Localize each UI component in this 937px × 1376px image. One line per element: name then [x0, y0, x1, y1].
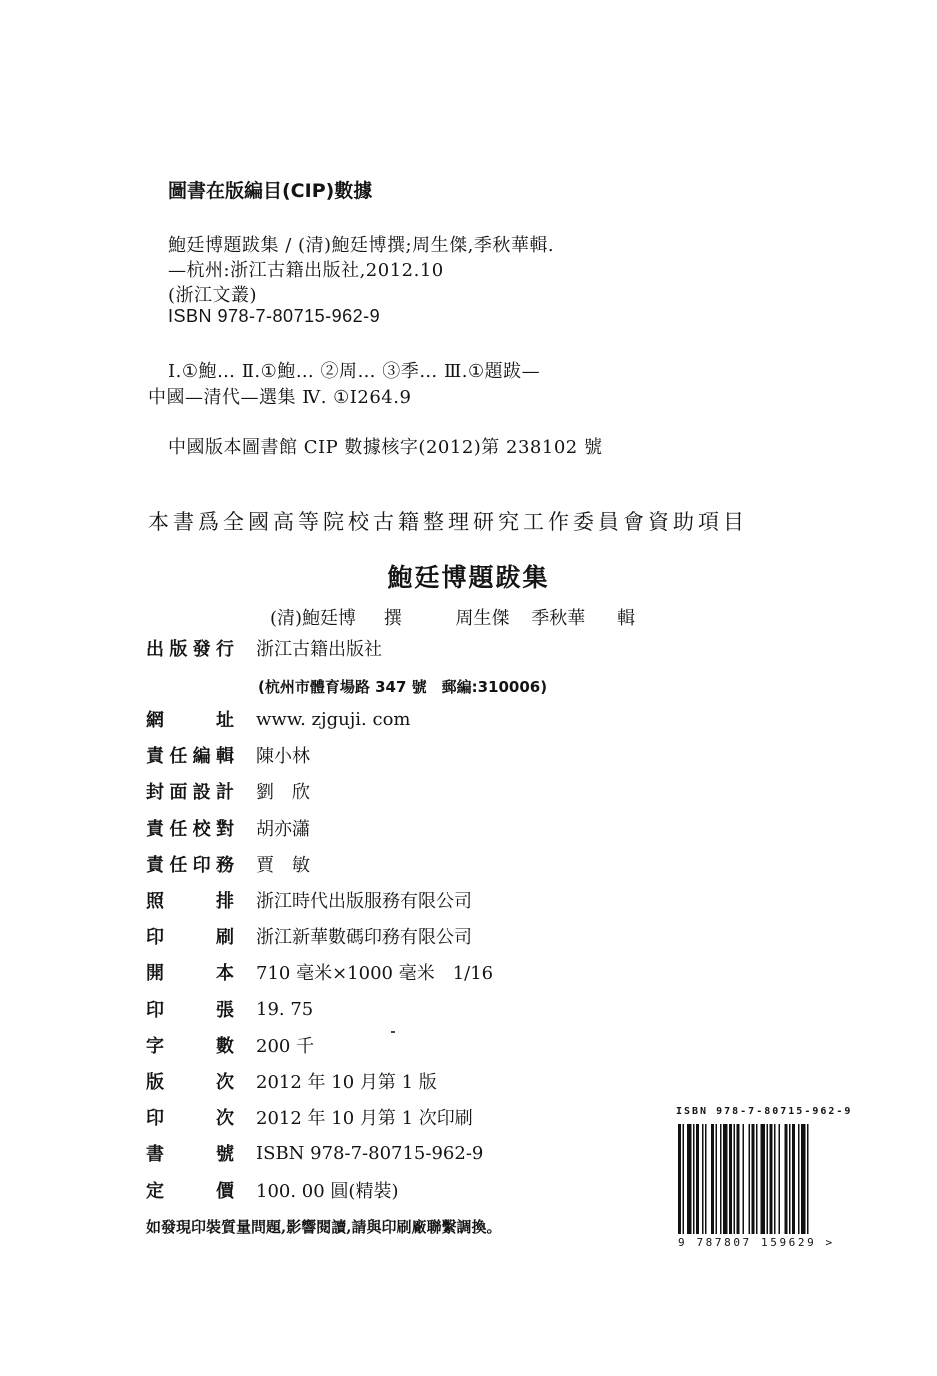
editor-name-1: 周生傑	[455, 608, 510, 629]
info-row-value: 胡亦瀟	[256, 819, 310, 840]
sponsor-statement: 本書爲全國高等院校古籍整理研究工作委員會資助項目	[148, 510, 748, 534]
publisher-address: (杭州市體育場路 347 號 郵編:310006)	[258, 678, 548, 696]
editor-role: 輯	[616, 608, 635, 629]
info-row	[146, 955, 493, 989]
scan-speck	[391, 1031, 395, 1033]
info-row	[146, 1028, 314, 1062]
info-row-label: 開 本	[146, 963, 234, 984]
info-row-label: 字 數	[146, 1036, 234, 1057]
cip-line-series: (浙江文叢)	[168, 285, 258, 306]
cip-classification-line-1: Ⅰ.①鮑… Ⅱ.①鮑… ②周… ③季… Ⅲ.①題跋—	[168, 361, 541, 382]
barcode-image	[672, 1122, 862, 1250]
info-row-label: 封 面 設 計	[146, 782, 234, 803]
info-row-label: 印 次	[146, 1108, 234, 1129]
cip-heading: 圖書在版編目(CIP)數據	[168, 180, 373, 202]
info-row-value: 710 毫米×1000 毫米 1/16	[256, 963, 494, 984]
book-title: 鮑廷博題跋集	[387, 563, 550, 592]
info-row-label: 責 任 編 輯	[146, 746, 234, 767]
info-row-label: 定 價	[146, 1181, 234, 1202]
info-row	[146, 702, 410, 736]
author-name: (清)鮑廷博	[270, 608, 357, 629]
info-row	[146, 883, 472, 917]
author-role: 撰	[383, 608, 402, 629]
info-row	[146, 1136, 483, 1170]
info-row-label: 照 排	[146, 891, 234, 912]
info-row-value: 100. 00 圓(精裝)	[256, 1181, 399, 1202]
cip-line-publisher: —杭州:浙江古籍出版社,2012.10	[168, 260, 444, 281]
info-row	[146, 811, 310, 845]
publisher-row	[146, 631, 382, 665]
info-row	[146, 992, 313, 1026]
cip-classification-line-2: 中國—清代—選集 Ⅳ. ①I264.9	[148, 387, 412, 408]
info-row-value: 賈 敏	[256, 855, 310, 876]
info-row-value: 19. 75	[256, 998, 314, 1020]
cip-check-number: 中國版本圖書館 CIP 數據核字(2012)第 238102 號	[168, 437, 603, 458]
editor-name-2: 季秋華	[531, 608, 586, 629]
info-row-value: ISBN 978-7-80715-962-9	[256, 1142, 484, 1164]
cip-line-isbn: ISBN 978-7-80715-962-9	[168, 306, 381, 326]
info-row-value: 2012 年 10 月第 1 版	[256, 1072, 437, 1093]
info-row	[146, 1064, 437, 1098]
info-row-label: 責 任 校 對	[146, 819, 234, 840]
cip-line-title: 鮑廷博題跋集 / (清)鮑廷博撰;周生傑,季秋華輯.	[168, 235, 555, 256]
info-row	[146, 738, 310, 772]
barcode-digits: 9 787807 159629 >	[678, 1236, 835, 1249]
info-row-value: 浙江時代出版服務有限公司	[256, 891, 472, 912]
authors-line	[270, 604, 635, 630]
info-row-label: 印 張	[146, 1000, 234, 1021]
info-row-value: 2012 年 10 月第 1 次印刷	[256, 1108, 473, 1129]
info-row-label: 書 號	[146, 1144, 234, 1165]
info-row	[146, 919, 472, 953]
info-row	[146, 1100, 473, 1134]
quality-notice: 如發現印裝質量問題,影響閱讀,請與印刷廠聯繫調換。	[146, 1218, 502, 1236]
info-row	[146, 774, 310, 808]
barcode-isbn-text: ISBN 978-7-80715-962-9	[676, 1106, 853, 1117]
info-row-value: 陳小林	[256, 746, 310, 767]
info-row	[146, 847, 310, 881]
info-row-label: 網 址	[146, 710, 234, 731]
info-row-label: 責 任 印 務	[146, 855, 234, 876]
info-row-label: 版 次	[146, 1072, 234, 1093]
info-row-value: www. zjguji. com	[256, 708, 411, 730]
info-row-value: 劉 欣	[256, 782, 310, 803]
info-row-value: 浙江新華數碼印務有限公司	[256, 927, 472, 948]
info-row-value: 200 千	[256, 1036, 315, 1057]
publisher-value: 浙江古籍出版社	[256, 639, 382, 660]
info-row-label: 印 刷	[146, 927, 234, 948]
info-row	[146, 1173, 398, 1207]
publisher-label: 出 版 發 行	[146, 639, 234, 660]
